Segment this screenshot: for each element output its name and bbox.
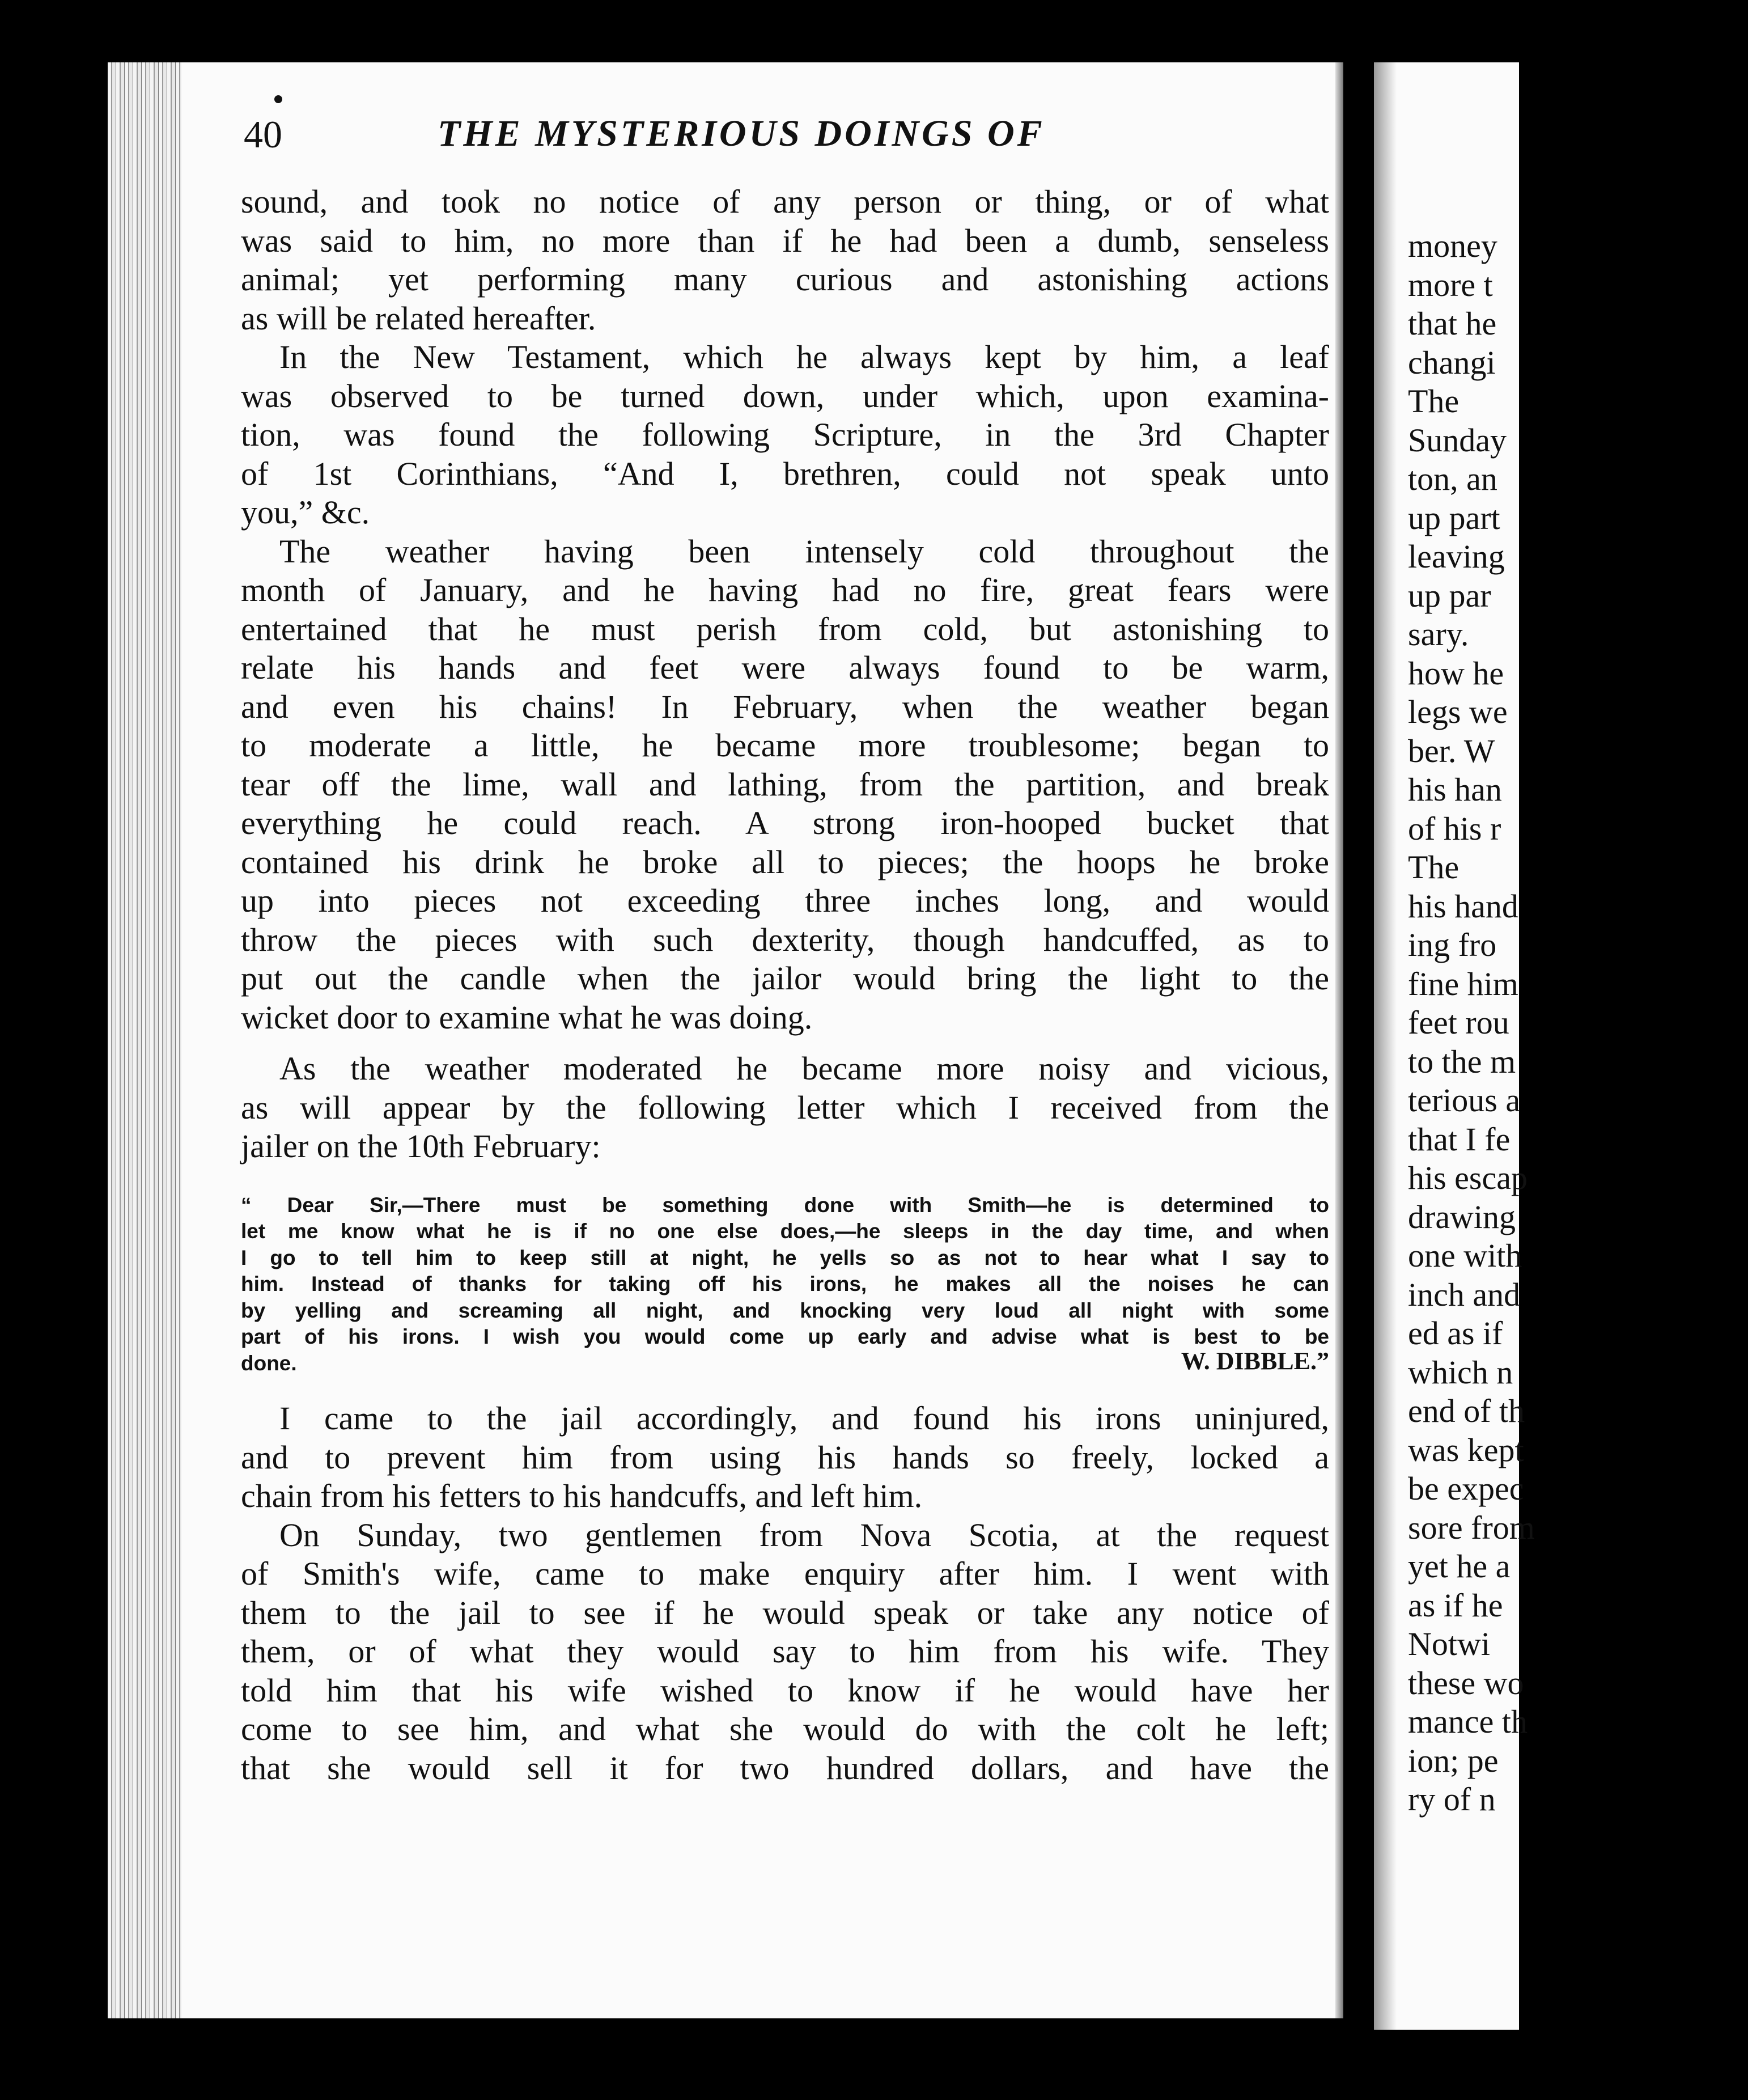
text-line: to moderate a little, he became more troublesome; began to [241, 727, 1329, 764]
right-page-line: leaving [1408, 538, 1505, 575]
right-page-line: be expec [1408, 1470, 1524, 1507]
right-page-line: more t [1408, 266, 1493, 303]
right-page-line: up par [1408, 577, 1491, 614]
right-page-line: sore from [1408, 1509, 1535, 1546]
right-page-line: inch and [1408, 1276, 1521, 1313]
right-page-line: yet he a [1408, 1548, 1511, 1585]
text-line: as will be related hereafter. [241, 299, 596, 337]
right-page-line: ton, an [1408, 460, 1497, 497]
letter-line: him. Instead of thanks for taking off his irons, he makes all the noises he can [241, 1272, 1329, 1295]
right-page-line: ion; pe [1408, 1742, 1499, 1779]
right-page-line: sary. [1408, 616, 1469, 653]
paragraph [241, 1516, 1329, 1788]
right-page-line: money [1408, 227, 1497, 264]
letter-signature: W. DIBBLE.” [1181, 1347, 1329, 1375]
text-line: I came to the jail accordingly, and found his irons uninjured, [279, 1400, 1329, 1437]
text-line: was said to him, no more than if he had been a dumb, senseless [241, 222, 1329, 259]
running-title: THE MYSTERIOUS DOINGS OF [438, 113, 1045, 154]
letter-line: “ Dear Sir,—There must be something done with Smith—he is determined to [241, 1193, 1329, 1217]
right-page-line: his hand [1408, 887, 1518, 925]
text-line: and to prevent him from using his hands so freely, locked a [241, 1438, 1329, 1476]
paragraph [241, 1399, 1329, 1516]
text-line: told him that his wife wished to know if he would have her [241, 1671, 1329, 1709]
right-page-line: up part [1408, 499, 1500, 536]
gutter-shadow [1335, 62, 1343, 2018]
right-page-line: Notwi [1408, 1625, 1490, 1662]
letter-line: I go to tell him to keep still at night, he yells so as not to hear what I say to [241, 1246, 1329, 1269]
paragraph [241, 338, 1329, 532]
page-edge-stack [108, 62, 181, 2018]
text-line: jailer on the 10th February: [241, 1128, 601, 1165]
page-header [244, 112, 1139, 163]
text-line: entertained that he must perish from cold, but astonishing to [241, 610, 1329, 647]
letter-line: by yelling and screaming all night, and knocking very loud all night with some [241, 1298, 1329, 1322]
right-page-line: as if he [1408, 1586, 1503, 1624]
right-page-line: legs we [1408, 693, 1508, 730]
text-line: tear off the lime, wall and lathing, from the partition, and break [241, 765, 1329, 803]
text-line: of 1st Corinthians, “And I, brethren, could not speak unto [241, 455, 1329, 492]
right-page-line: The [1408, 849, 1460, 886]
right-page-line: his escap [1408, 1159, 1528, 1196]
right-page-line: his han [1408, 771, 1502, 808]
right-page-line: end of th [1408, 1392, 1525, 1429]
body-text [241, 183, 1329, 1788]
text-line: animal; yet performing many curious and astonishing actions [241, 261, 1329, 298]
text-line: was observed to be turned down, under which, upon examina- [241, 377, 1329, 414]
right-page-line: terious a [1408, 1082, 1521, 1119]
text-line: that she would sell it for two hundred dollars, and have the [241, 1749, 1329, 1786]
right-page-line: ing fro [1408, 926, 1497, 963]
text-line: everything he could reach. A strong iron-hooped bucket that [241, 805, 1329, 841]
text-line: relate his hands and feet were always found to be warm, [241, 649, 1329, 686]
right-page-line: how he [1408, 654, 1504, 692]
text-line: As the weather moderated he became more noisy and vicious, [279, 1050, 1329, 1087]
letter-line: let me know what he is if no one else does,—he sleeps in the day time, and when [241, 1220, 1329, 1243]
right-page-line: of his r [1408, 810, 1501, 847]
right-page-line: mance th [1408, 1703, 1528, 1740]
text-line: The weather having been intensely cold throughout the [279, 532, 1329, 570]
letter-line [241, 1347, 1329, 1377]
right-page-line: ed as if [1408, 1315, 1503, 1352]
quoted-letter [241, 1192, 1329, 1377]
text-line: as will appear by the following letter which I received from the [241, 1089, 1329, 1126]
text-line: put out the candle when the jailor would bring the light to the [241, 960, 1329, 997]
text-line: of Smith's wife, came to make enquiry after him. I went with [241, 1555, 1329, 1592]
text-line: them to the jail to see if he would speak or take any notice of [241, 1594, 1329, 1631]
right-page-line: Sunday [1408, 421, 1507, 459]
right-page-line: one with [1408, 1237, 1522, 1274]
right-page-line: to the m [1408, 1043, 1516, 1080]
text-line: up into pieces not exceeding three inches long, and would [241, 882, 1329, 919]
gutter-shadow [1374, 62, 1397, 2030]
page-number: 40 [244, 113, 282, 156]
paragraph [241, 1049, 1329, 1166]
right-page-line: ber. W [1408, 732, 1495, 769]
paragraph [241, 532, 1329, 1038]
text-line: month of January, and he having had no fire, great fears were [241, 571, 1329, 608]
right-page-fragment [1374, 62, 1535, 2030]
right-page-line: these wo [1408, 1664, 1524, 1701]
right-page-line: drawing [1408, 1198, 1516, 1235]
right-page-line: fine him [1408, 965, 1518, 1002]
right-page-line: was kept [1408, 1431, 1524, 1468]
right-page-line: changi [1408, 344, 1496, 381]
right-page-line: The [1408, 383, 1460, 420]
text-line: chain from his fetters to his handcuffs, and left him. [241, 1477, 923, 1514]
text-line: In the New Testament, which he always kept by him, a leaf [279, 338, 1329, 375]
text-line: wicket door to examine what he was doing. [241, 998, 813, 1036]
letter-closing: done. [241, 1351, 297, 1375]
text-line: tion, was found the following Scripture, in the 3rd Chapter [241, 416, 1329, 453]
paragraph [241, 183, 1329, 338]
right-page-text [1408, 227, 1748, 1819]
ink-dot [274, 95, 282, 103]
text-line: come to see him, and what she would do with the colt he left; [241, 1711, 1329, 1747]
right-page-line: that he [1408, 305, 1497, 342]
text-line: you,” &c. [241, 494, 370, 531]
text-line: and even his chains! In February, when the weather began [241, 688, 1329, 725]
text-line: throw the pieces with such dexterity, though handcuffed, as to [241, 921, 1329, 958]
letter-line: part of his irons. I wish you would come up early and advise what is best to be [241, 1325, 1329, 1348]
right-page-line: feet rou [1408, 1004, 1509, 1041]
text-line: On Sunday, two gentlemen from Nova Scotia, at the request [279, 1516, 1329, 1553]
right-page-line: that I fe [1408, 1120, 1511, 1158]
text-line: contained his drink he broke all to pieces; the hoops he broke [241, 843, 1329, 880]
right-page-line: which n [1408, 1353, 1513, 1391]
right-page-line: ry of n [1408, 1781, 1496, 1818]
text-line: them, or of what they would say to him from his wife. They [241, 1633, 1329, 1670]
text-line: sound, and took no notice of any person or thing, or of what [241, 183, 1329, 220]
